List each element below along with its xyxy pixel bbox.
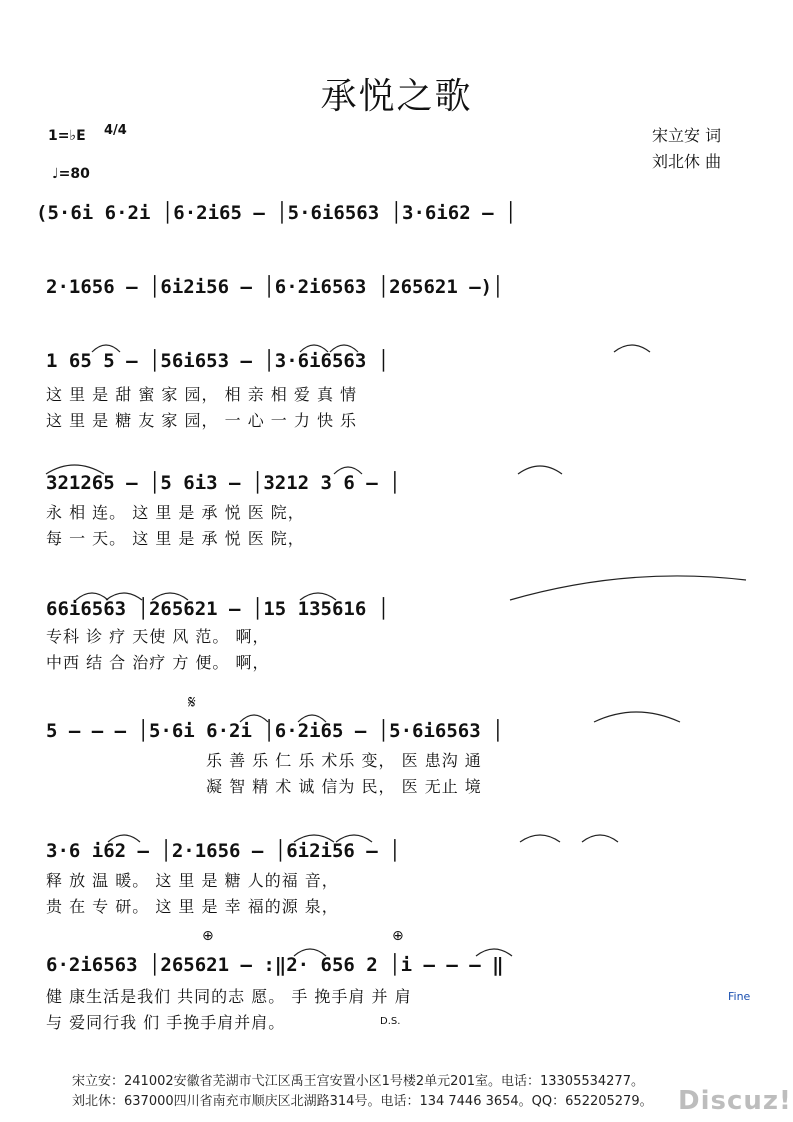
lyric-verse-1: 专科 诊 疗 天使 风 范。 啊， <box>46 627 270 646</box>
coda-icon: ⊕ <box>392 928 404 944</box>
lyric-verse-1: 这 里 是 甜 蜜 家 园， 相 亲 相 爱 真 情 <box>46 385 358 404</box>
notation-line: 5 – – – │5·6i 6·2i │6·2i65 – │5·6i6563 │ <box>46 720 504 742</box>
key-signature: 1=♭E <box>48 128 86 144</box>
lyric-verse-2: 这 里 是 糖 友 家 园， 一 心 一 力 快 乐 <box>46 411 358 430</box>
tempo-marking: ♩=80 <box>52 166 90 182</box>
coda-icon: ⊕ <box>202 928 214 944</box>
lyric-verse-2: 贵 在 专 研。 这 里 是 幸 福的源 泉， <box>46 897 339 916</box>
notation-line: (5·6i 6·2i │6·2i65 – │5·6i6563 │3·6i62 – │ <box>36 202 517 224</box>
lyric-verse-1: 永 相 连。 这 里 是 承 悦 医 院， <box>46 503 305 522</box>
footer-contact-composer: 刘北休：637000四川省南充市顺庆区北湖路314号。电话：134 7446 3654。QQ：652205279。 <box>72 1094 653 1109</box>
ds-marking: D.S. <box>380 1016 401 1027</box>
lyric-verse-1: 健 康生活是我们 共同的志 愿。 手 挽手肩 并 肩 <box>46 987 412 1006</box>
lyric-verse-2: 凝 智 精 术 诚 信为 民， 医 无止 境 <box>206 777 482 796</box>
notation-line: 3·6 i62 – │2·1656 – │6i2i56 – │ <box>46 840 401 862</box>
lyricist-credit: 宋立安 词 <box>652 126 722 145</box>
time-signature: 4/4 <box>104 123 127 138</box>
notation-line: 321265 – │5 6i3 – │3212 3 6 – │ <box>46 472 401 494</box>
notation-line: 1 65 5 – │56i653 – │3·6i6563 │ <box>46 350 390 372</box>
footer-contact-lyricist: 宋立安：241002安徽省芜湖市弋江区禹王宫安置小区1号楼2单元201室。电话：13305534277。 <box>72 1074 644 1089</box>
notation-line: 6·2i6563 │265621 – :‖2· 656 2 │i – – – ‖ <box>46 954 504 976</box>
lyric-verse-1: 释 放 温 暖。 这 里 是 糖 人的福 音， <box>46 871 339 890</box>
segno-icon: 𝄋 <box>188 692 196 713</box>
notation-line: 2·1656 – │6i2i56 – │6·2i6563 │265621 –)│ <box>46 276 504 298</box>
fine-marking: Fine <box>728 990 751 1003</box>
song-title: 承悦之歌 <box>320 76 473 117</box>
lyric-verse-2: 与 爱同行我 们 手挽手肩并肩。 <box>46 1013 286 1032</box>
notation-line: 66i6563 │265621 – │15 135616 │ <box>46 598 390 620</box>
composer-credit: 刘北休 曲 <box>652 152 722 171</box>
lyric-verse-1: 乐 善 乐 仁 乐 术乐 变， 医 患沟 通 <box>206 751 482 770</box>
lyric-verse-2: 中西 结 合 治疗 方 便。 啊， <box>46 653 270 672</box>
watermark-logo: Discuz! <box>678 1086 792 1116</box>
lyric-verse-2: 每 一 天。 这 里 是 承 悦 医 院， <box>46 529 305 548</box>
